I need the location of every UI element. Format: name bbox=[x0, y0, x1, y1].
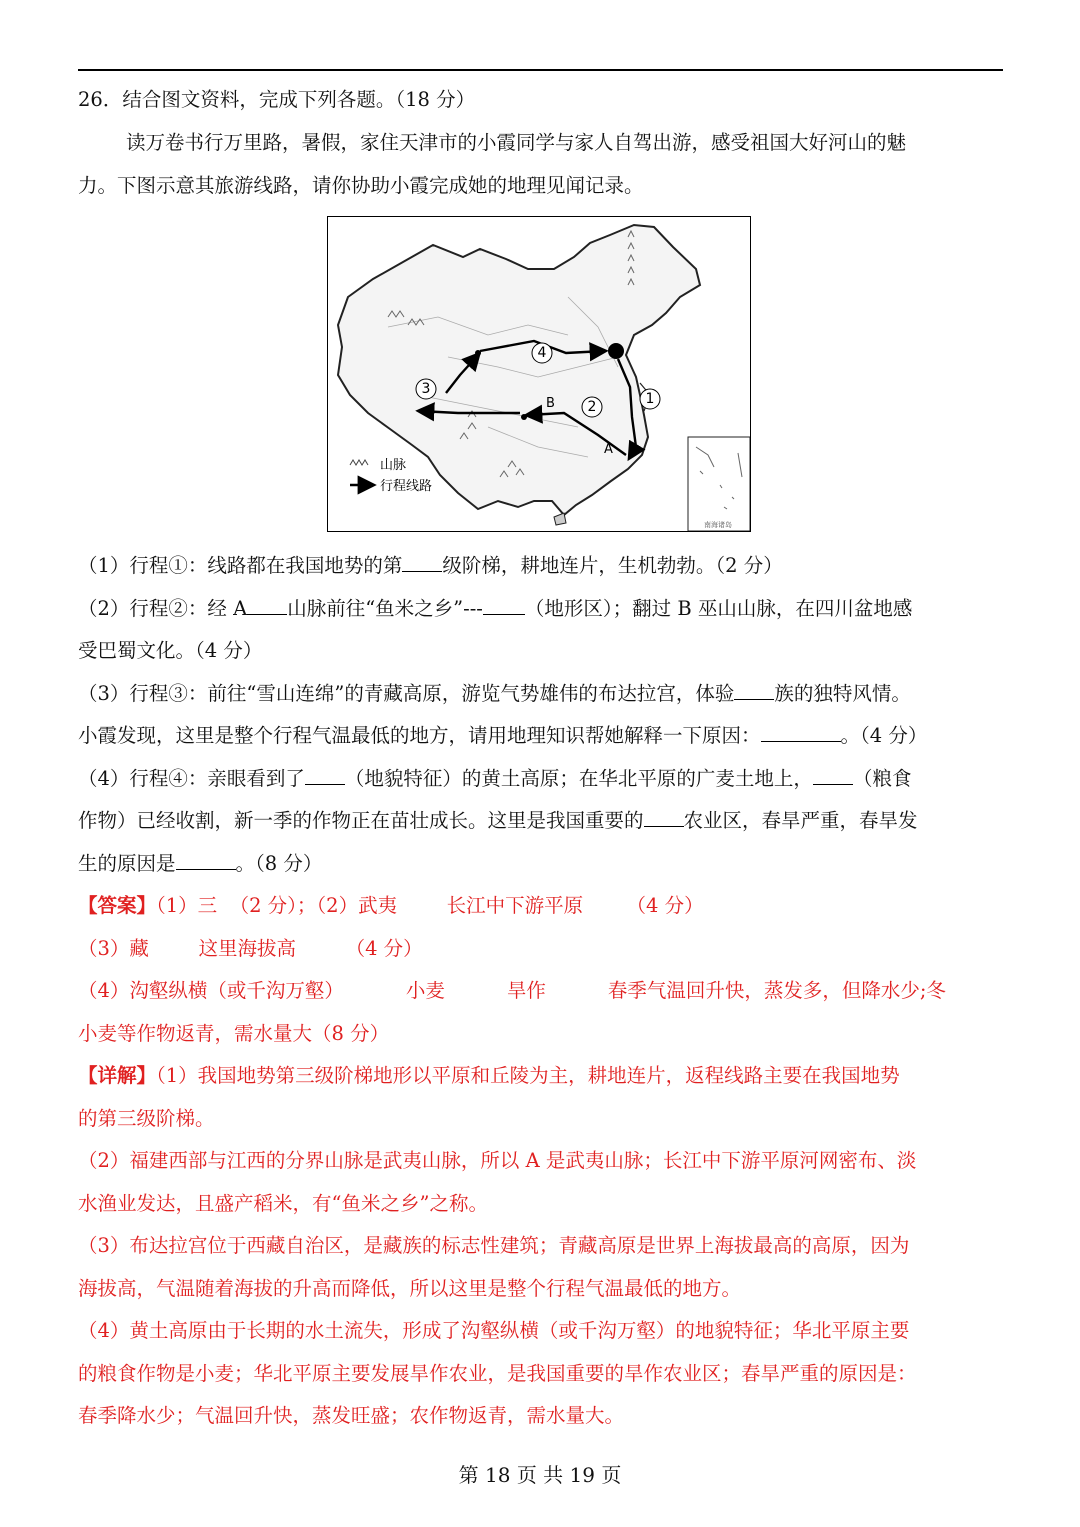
subquestion-4-line3: 生的原因是 。（8 分） bbox=[78, 852, 323, 875]
blank bbox=[483, 596, 525, 615]
detail-line5: （3）布达拉宫位于西藏自治区，是藏族的标志性建筑；青藏高原是世界上海拔最高的高原，因为 bbox=[78, 1234, 910, 1257]
subquestion-3-line2: 小霞发现，这里是整个行程气温最低的地方，请用地理知识帮她解释一下原因： 。（4 分） bbox=[78, 724, 928, 747]
route-1-label: 1 bbox=[645, 391, 655, 407]
route-map bbox=[327, 216, 751, 532]
legend-route-label: 行程线路 bbox=[380, 479, 433, 494]
subquestion-4-line1: （4）行程④：亲眼看到了 （地貌特征）的黄土高原；在华北平原的广麦土地上， （粮食 bbox=[78, 767, 912, 790]
answer-line3: （4）沟壑纵横（或千沟万壑） 小麦 旱作 春季气温回升快，蒸发多，但降水少;冬 bbox=[78, 979, 946, 1002]
question-intro-line2: 力。下图示意其旅游线路，请你协助小霞完成她的地理见闻记录。 bbox=[78, 174, 644, 197]
blank bbox=[734, 681, 774, 700]
answer-line1: 【答案】（1）三 （2 分）；（2）武夷 长江中下游平原 （4 分） bbox=[78, 894, 704, 917]
inset-caption: 南海诸岛 bbox=[704, 521, 732, 529]
detail-line9: 春季降水少；气温回升快，蒸发旺盛；农作物返青，需水量大。 bbox=[78, 1404, 625, 1427]
page-footer: 第 18 页 共 19 页 bbox=[458, 1463, 622, 1487]
header-rule bbox=[78, 69, 1003, 71]
blank bbox=[813, 766, 853, 785]
label-A: A bbox=[604, 442, 613, 457]
answer-line4: 小麦等作物返青，需水量大（8 分） bbox=[78, 1022, 390, 1045]
subquestion-2-line1: （2）行程②：经 A 山脉前往“鱼米之乡”--- （地形区）；翻过 B 巫山山脉，在四川盆地感 bbox=[78, 597, 913, 620]
mountain-icon bbox=[350, 460, 368, 465]
blank bbox=[761, 723, 841, 742]
answer-line2: （3）藏 这里海拔高 （4 分） bbox=[78, 937, 423, 960]
detail-line1: 【详解】（1）我国地势第三级阶梯地形以平原和丘陵为主，耕地连片，返程线路主要在我国地势 bbox=[78, 1064, 900, 1087]
detail-line2: 的第三级阶梯。 bbox=[78, 1107, 215, 1130]
subquestion-3-line1: （3）行程③：前往“雪山连绵”的青藏高原，游览气势雄伟的布达拉宫，体验 族的独特风情。 bbox=[78, 682, 911, 705]
question-intro-line1: 读万卷书行万里路，暑假，家住天津市的小霞同学与家人自驾出游，感受祖国大好河山的魅 bbox=[126, 131, 907, 154]
blank bbox=[644, 808, 684, 827]
route-2-label: 2 bbox=[587, 399, 597, 415]
answer-tag: 【答案】 bbox=[78, 894, 157, 917]
detail-line4: 水渔业发达，且盛产稻米，有“鱼米之乡”之称。 bbox=[78, 1192, 488, 1215]
detail-tag: 【详解】 bbox=[78, 1064, 157, 1087]
detail-line7: （4）黄土高原由于长期的水土流失，形成了沟壑纵横（或千沟万壑）的地貌特征；华北平原主要 bbox=[78, 1319, 910, 1342]
route-3-label: 3 bbox=[421, 381, 431, 397]
label-B: B bbox=[546, 396, 555, 411]
detail-line6: 海拔高，气温随着海拔的升高而降低，所以这里是整个行程气温最低的地方。 bbox=[78, 1277, 742, 1300]
detail-line3: （2）福建西部与江西的分界山脉是武夷山脉，所以 A 是武夷山脉；长江中下游平原河网密布、淡 bbox=[78, 1149, 917, 1172]
subquestion-2-line2: 受巴蜀文化。（4 分） bbox=[78, 639, 263, 662]
china-outline-map bbox=[328, 217, 751, 532]
blank bbox=[247, 596, 287, 615]
subquestion-1: （1）行程①：线路都在我国地势的第 级阶梯，耕地连片，生机勃勃。（2 分） bbox=[78, 554, 783, 577]
route-4-label: 4 bbox=[537, 345, 547, 361]
detail-line8: 的粮食作物是小麦；华北平原主要发展旱作农业，是我国重要的旱作农业区；春旱严重的原因是： bbox=[78, 1362, 917, 1385]
blank bbox=[402, 553, 442, 572]
subquestion-4-line2: 作物）已经收割，新一季的作物正在苗壮成长。这里是我国重要的 农业区，春旱严重，春旱发 bbox=[78, 809, 918, 832]
blank bbox=[176, 851, 236, 870]
question-header: 26．结合图文资料，完成下列各题。（18 分） bbox=[78, 88, 476, 111]
map-legend bbox=[350, 458, 432, 494]
south-china-sea-inset bbox=[688, 437, 750, 531]
blank bbox=[305, 766, 345, 785]
legend-mountain-label: 山脉 bbox=[380, 458, 407, 473]
